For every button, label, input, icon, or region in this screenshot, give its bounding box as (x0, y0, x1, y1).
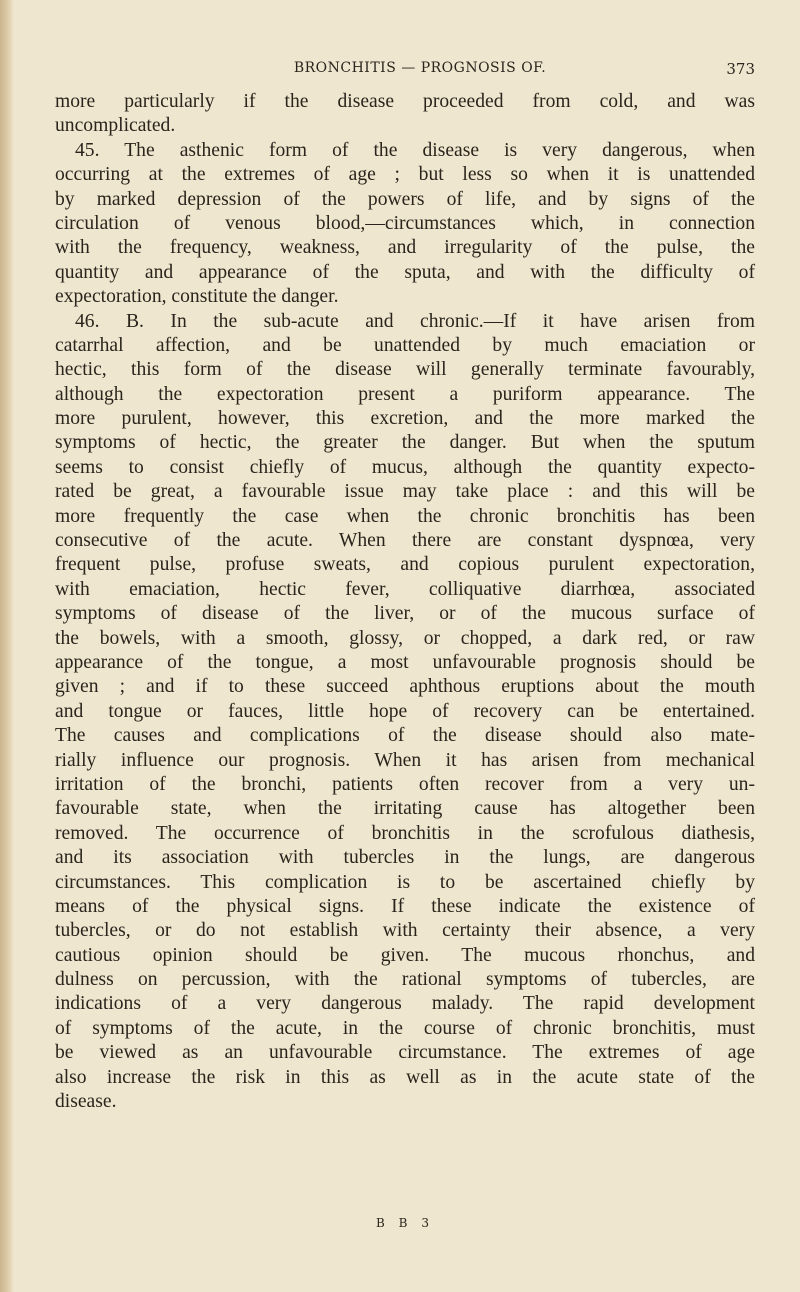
page-number: 373 (726, 60, 755, 78)
text-line: with emaciation, hectic fever, colliquative diarrhœa, associated (55, 578, 755, 600)
text-line: occurring at the extremes of age ; but less so when it is unattended (55, 164, 755, 186)
paragraph-46-start: 46. B. In the sub-acute and chronic.—If it have arisen from (75, 310, 755, 332)
text-line: hectic, this form of the disease will generally terminate favourably, (55, 359, 755, 381)
text-line: expectoration, constitute the danger. (55, 286, 339, 308)
body-text (55, 90, 755, 1114)
text-line: irritation of the bronchi, patients often recover from a very un- (55, 773, 755, 795)
text-line: catarrhal affection, and be unattended by much emaciation or (55, 334, 755, 356)
text-line: appearance of the tongue, a most unfavourable prognosis should be (55, 651, 755, 673)
text-line: given ; and if to these succeed aphthous eruptions about the mouth (55, 676, 755, 698)
text-line: indications of a very dangerous malady. The rapid development (55, 993, 755, 1015)
text-line: quantity and appearance of the sputa, and with the difficulty of (55, 261, 755, 283)
text-line: frequent pulse, profuse sweats, and copious purulent expectoration, (55, 554, 755, 576)
text-line: also increase the risk in this as well as in the acute state of the (55, 1066, 755, 1088)
text-line: more particularly if the disease proceeded from cold, and was (55, 91, 755, 112)
text-line: rially influence our prognosis. When it has arisen from mechanical (55, 749, 755, 771)
text-line: the bowels, with a smooth, glossy, or chopped, a dark red, or raw (55, 627, 755, 649)
signature-mark: B B 3 (376, 1216, 434, 1230)
paragraph-45-start: 45. The asthenic form of the disease is very dangerous, when (75, 139, 755, 161)
text-line: seems to consist chiefly of mucus, although the quantity expecto- (55, 456, 755, 478)
text-line: more frequently the case when the chronic bronchitis has been (55, 505, 755, 527)
page-binding-edge (0, 0, 14, 1292)
text-line: and its association with tubercles in the lungs, are dangerous (55, 847, 755, 869)
text-line: circumstances. This complication is to be ascertained chiefly by (55, 871, 755, 893)
text-line: favourable state, when the irritating cause has altogether been (55, 798, 755, 820)
text-line: uncomplicated. (55, 115, 176, 137)
text-line: dulness on percussion, with the rational symptoms of tubercles, are (55, 969, 755, 991)
text-line: be viewed as an unfavourable circumstance. The extremes of age (55, 1042, 755, 1064)
text-line: symptoms of hectic, the greater the danger. But when the sputum (55, 432, 755, 454)
running-head (55, 60, 755, 84)
text-line: with the frequency, weakness, and irregularity of the pulse, the (55, 237, 755, 259)
text-line: symptoms of disease of the liver, or of the mucous surface of (55, 603, 755, 625)
text-line: tubercles, or do not establish with certainty their absence, a very (55, 920, 755, 942)
text-line: rated be great, a favourable issue may take place : and this will be (55, 481, 755, 503)
text-line: more purulent, however, this excretion, and the more marked the (55, 408, 755, 430)
text-line: circulation of venous blood,—circumstances which, in connection (55, 212, 755, 234)
text-line: of symptoms of the acute, in the course of chronic bronchitis, must (55, 1017, 755, 1039)
text-line: removed. The occurrence of bronchitis in the scrofulous diathesis, (55, 822, 755, 844)
text-line: although the expectoration present a puriform appearance. The (55, 383, 755, 405)
running-title: BRONCHITIS — PROGNOSIS OF. (293, 60, 547, 76)
text-line: means of the physical signs. If these indicate the existence of (55, 895, 755, 917)
text-line: The causes and complications of the disease should also mate- (55, 725, 755, 747)
text-line: by marked depression of the powers of life, and by signs of the (55, 188, 755, 210)
text-line: consecutive of the acute. When there are constant dyspnœa, very (55, 530, 755, 552)
text-line: disease. (55, 1091, 117, 1113)
text-line: and tongue or fauces, little hope of recovery can be entertained. (55, 700, 755, 722)
text-line: cautious opinion should be given. The mucous rhonchus, and (55, 944, 755, 966)
